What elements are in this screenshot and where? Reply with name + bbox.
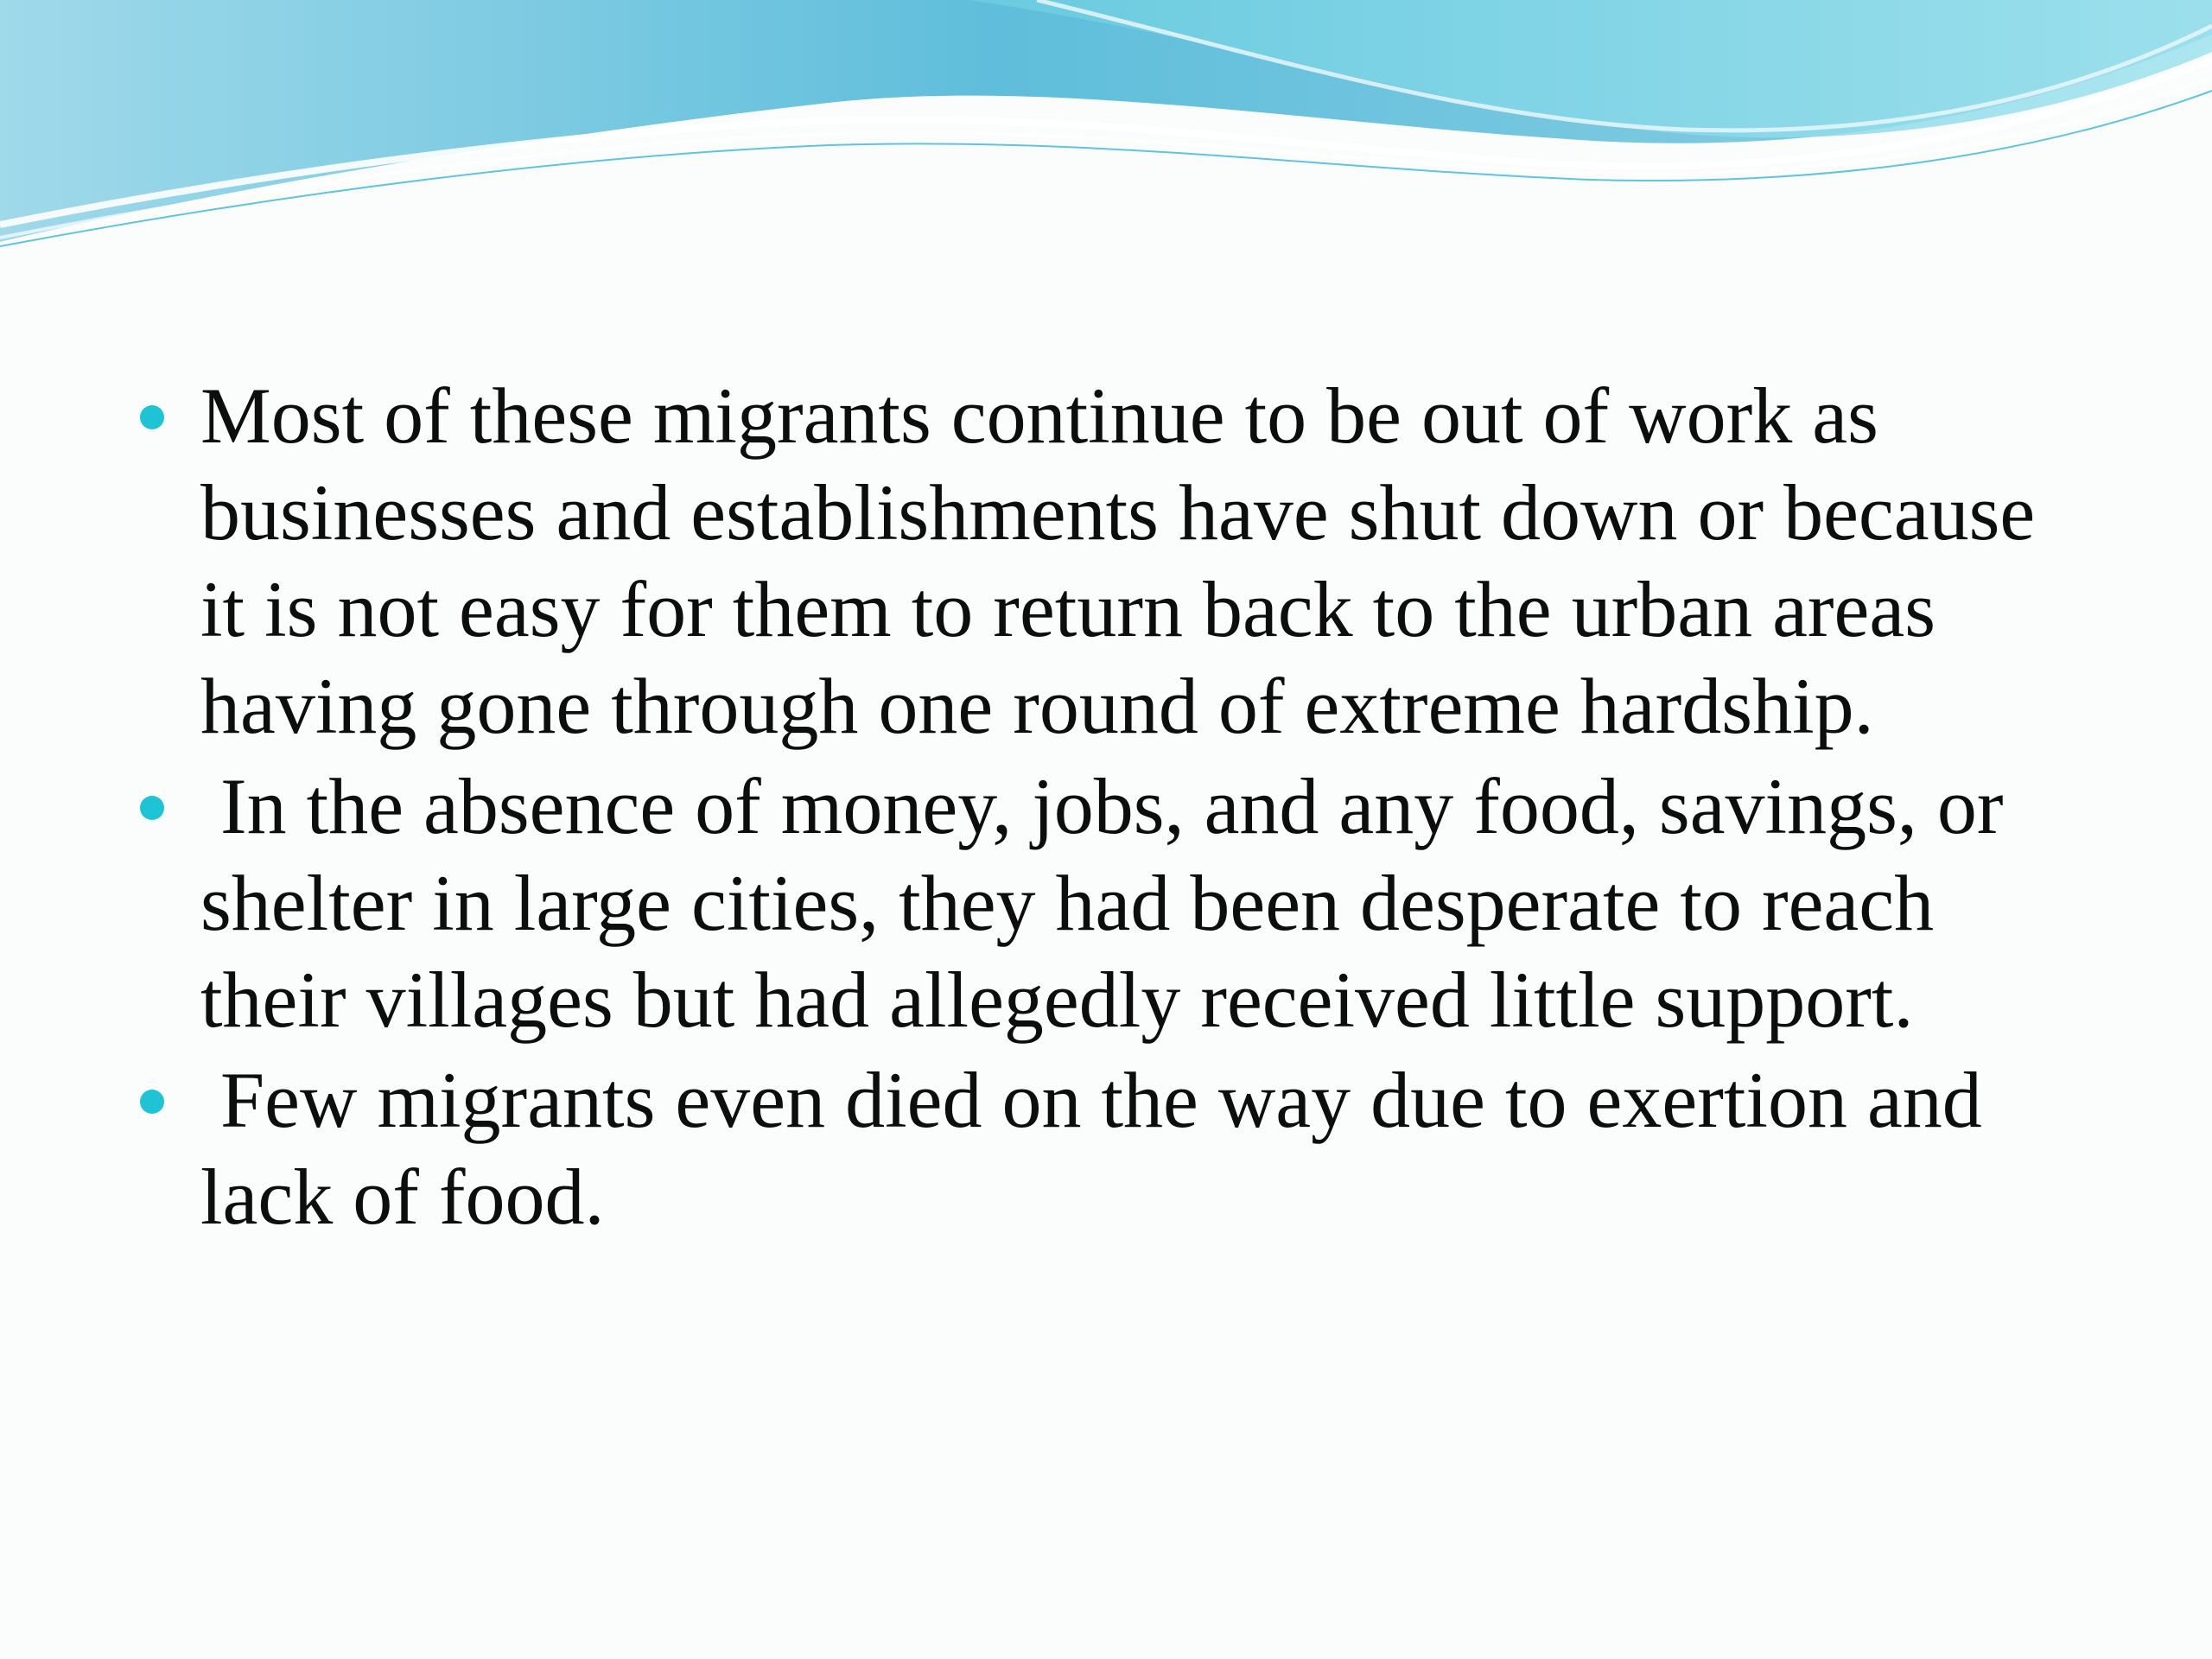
bullet-item xyxy=(138,758,2074,1048)
bullet-item xyxy=(138,1052,2074,1245)
bullet-text: In the absence of money, jobs, and any food, savings, or shelter in large cities, they had been desperate to reach their villages but had allegedly received little support. xyxy=(200,762,2024,1044)
bullet-text: Most of these migrants continue to be out of work as businesses and establishments have shut down or because it is not easy for them to return back to the urban areas having gone through one round of extreme hardship. xyxy=(200,372,2036,750)
bullet-dot-icon xyxy=(140,1090,164,1114)
bullet-item xyxy=(138,367,2074,754)
bullet-text: Few migrants even died on the way due to exertion and lack of food. xyxy=(200,1056,2002,1241)
bullet-list xyxy=(138,367,2074,1249)
wave-header-decoration xyxy=(0,0,2212,276)
bullet-dot-icon xyxy=(140,405,164,429)
bullet-dot-icon xyxy=(140,796,164,820)
